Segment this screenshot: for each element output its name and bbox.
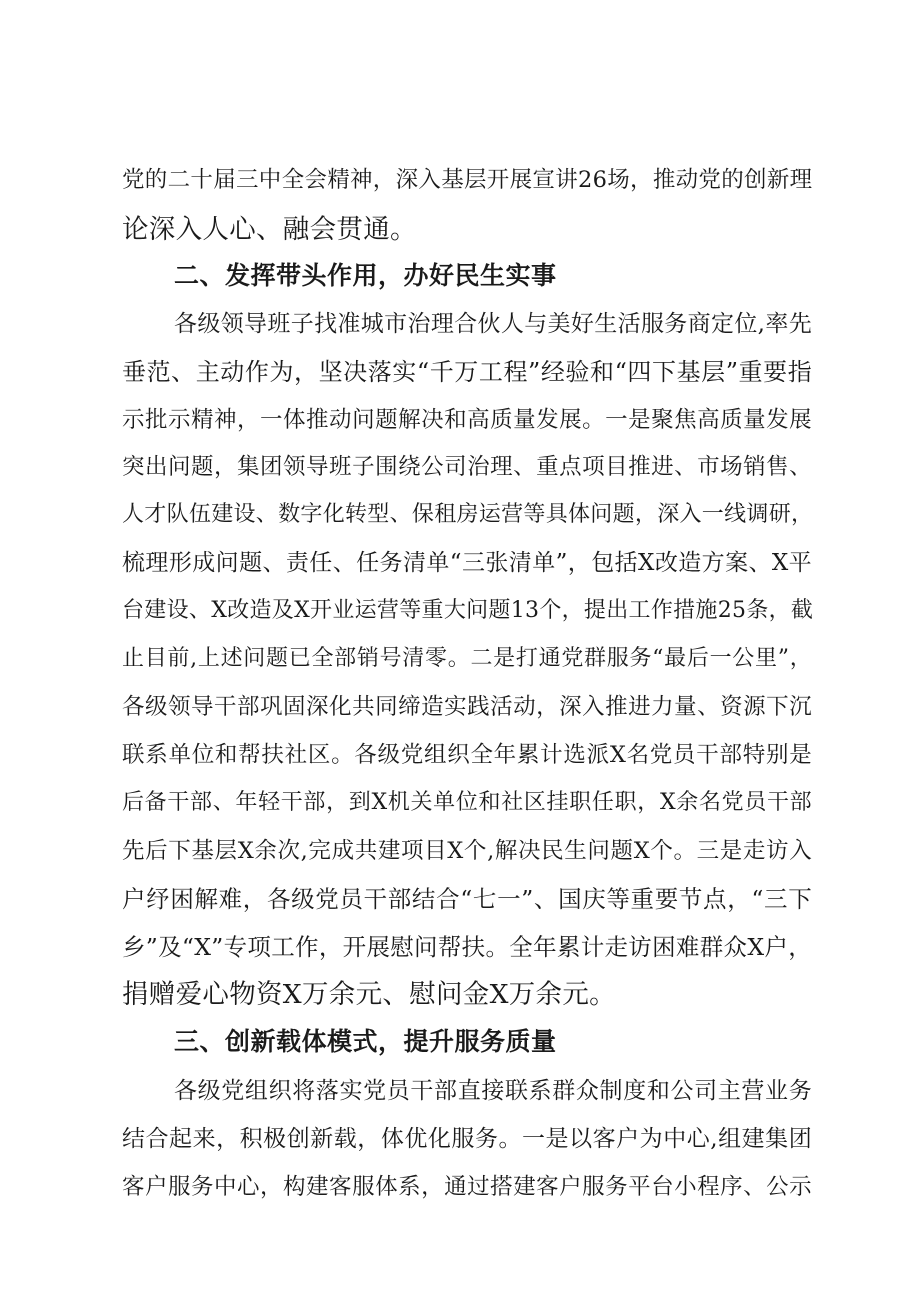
paragraph-line: 示批示精神，一体推动问题解决和高质量发展。一是聚焦高质量发展	[122, 407, 812, 433]
paragraph-line: 人才队伍建设、数字化转型、保租房运营等具体问题，深入一线调研，	[122, 502, 814, 527]
paragraph-line: 台建设、X改造及X开业运营等重大问题13个，提出工作措施25条，截	[122, 598, 814, 623]
paragraph-line: 联系单位和帮扶社区。各级党组织全年累计选派X名党员干部特别是	[122, 742, 812, 768]
paragraph-line: 论深入人心、融会贯通。	[122, 214, 417, 245]
paragraph-line: 垂范、主动作为，坚决落实“千万工程”经验和“四下基层”重要指	[122, 358, 812, 386]
paragraph-line: 党的二十届三中全会精神，深入基层开展宣讲26场，推动党的创新理	[122, 167, 813, 193]
paragraph-line: 客户服务中心，构建客服体系，通过搭建客户服务平台小程序、公示	[122, 1174, 812, 1200]
paragraph-line: 各级领导班子找准城市治理合伙人与美好生活服务商定位,率先	[174, 311, 812, 337]
paragraph-line: 梳理形成问题、责任、任务清单“三张清单”，包括X改造方案、X平	[122, 550, 812, 576]
section-heading: 三、创新载体模式，提升服务质量	[174, 1027, 557, 1056]
section-heading: 二、发挥带头作用，办好民生实事	[174, 261, 557, 290]
paragraph-line: 各级领导干部巩固深化共同缔造实践活动，深入推进力量、资源下沉	[122, 694, 812, 720]
paragraph-line: 各级党组织将落实党员干部直接联系群众制度和公司主营业务	[174, 1078, 812, 1104]
paragraph-line: 突出问题，集团领导班子围绕公司治理、重点项目推进、市场销售、	[122, 454, 812, 480]
paragraph-line: 乡”及“X”专项工作，开展慰问帮扶。全年累计走访困难群众X户，	[122, 933, 812, 961]
paragraph-line: 捐赠爱心物资X万余元、慰问金X万余元。	[122, 979, 616, 1010]
paragraph-line: 户纾困解难，各级党员干部结合“七一”、国庆等重要节点，“三下	[122, 885, 812, 913]
paragraph-line: 先后下基层X余次,完成共建项目X个,解决民生问题X个。三是走访入	[122, 838, 812, 864]
paragraph-line: 后备干部、年轻干部，到X机关单位和社区挂职任职，X余名党员干部	[122, 790, 812, 815]
paragraph-line: 止目前,上述问题已全部销号清零。二是打通党群服务“最后一公里”，	[122, 646, 812, 671]
paragraph-line: 结合起来，积极创新载，体优化服务。一是以客户为中心,组建集团	[122, 1126, 812, 1152]
